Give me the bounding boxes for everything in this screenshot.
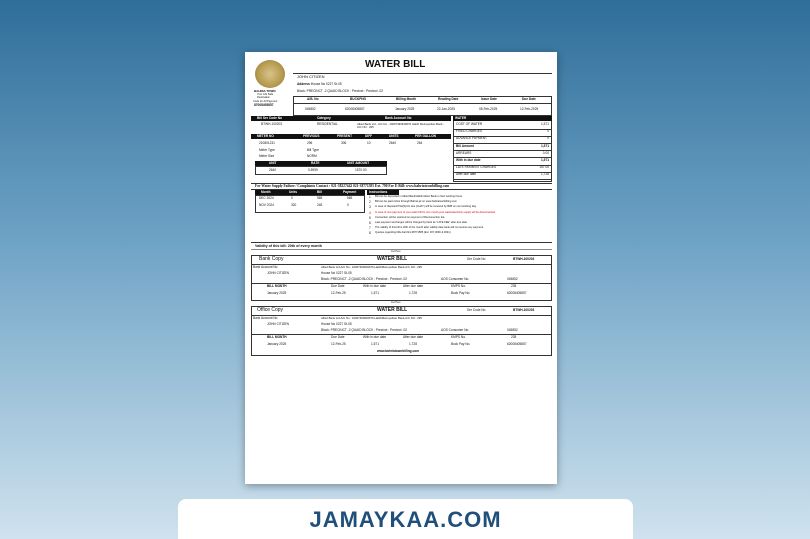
bank-copy-due: 12-Feb-25 bbox=[331, 291, 346, 295]
office-copy-due: 12-Feb-25 bbox=[331, 342, 346, 346]
charge-label-7: LATE PAYMENT CHARGES bbox=[456, 165, 497, 170]
col-issue-date: Issue Date bbox=[481, 97, 497, 101]
meter-size-label: Meter Size bbox=[259, 154, 275, 158]
instruction-number-2: 2 bbox=[369, 200, 371, 205]
unit-value: 2640 bbox=[269, 168, 277, 172]
office-copy-kmps-label: KMPS No. bbox=[451, 335, 466, 339]
meter-size-value: NORM bbox=[307, 154, 317, 158]
bahria-town-logo bbox=[255, 60, 285, 88]
account-col-category: Category bbox=[317, 116, 331, 120]
val-billing-month: January 2025 bbox=[395, 107, 415, 111]
meter-present: 306 bbox=[341, 141, 347, 145]
bank-copy-after-label: After due date bbox=[403, 284, 424, 288]
charge-divider bbox=[453, 179, 552, 180]
office-copy-house: House No 0227 St-05 bbox=[321, 322, 352, 326]
unit-col-rate: RATE bbox=[311, 161, 320, 165]
unit-col-amount: UNIT AMOUNT bbox=[347, 161, 370, 165]
rate-value: 0.5959 bbox=[308, 168, 318, 172]
code-value: 87008405857 bbox=[254, 103, 274, 107]
bank-copy-sercode-label: Ser Code No bbox=[467, 257, 486, 261]
bank-copy-month: January 2025 bbox=[267, 291, 287, 295]
charge-value-1: 1,571 bbox=[541, 122, 549, 126]
account-category: RESIDENTIAL bbox=[317, 122, 338, 126]
col-ab-no: A/B. No bbox=[307, 97, 319, 101]
office-copy-buck-label: Buck Pay No. bbox=[451, 342, 471, 346]
header-info-table bbox=[293, 96, 552, 116]
site-brand-text[interactable]: JAMAYKAA.COM bbox=[309, 507, 502, 532]
history-row-2-bill: 245 bbox=[317, 203, 323, 207]
bank-copy-buck: 62008405857 bbox=[507, 291, 527, 295]
meter-col-diff: DIFF bbox=[365, 134, 373, 138]
history-col-bill: Bill bbox=[317, 190, 322, 194]
history-row-1-units: 0 bbox=[291, 196, 293, 200]
charge-label-5: ARREARS bbox=[456, 150, 472, 155]
bank-copy-due-label: Due Date bbox=[331, 284, 345, 288]
meter-col-pergallon: PER GALLON bbox=[415, 134, 436, 138]
bank-copy-buck-label: Buck Pay No. bbox=[451, 291, 471, 295]
bank-copy-house: House No 0227 St-05 bbox=[321, 271, 352, 275]
office-copy-sercode: BTWH-100203 bbox=[513, 308, 535, 312]
meter-col-no: METER NO bbox=[257, 134, 274, 138]
instruction-text-4: In case of non-payment of your water bill for one month your water/electricity supply will be disconnected. bbox=[375, 210, 496, 214]
bank-copy-account: Allied Bank Ltd-A/C No.: 10007490640676,HabibMetropolitan Bank-A/C NO.: 295 bbox=[321, 265, 422, 269]
logo-text: BAHRIA TOWN bbox=[254, 89, 276, 93]
col-billing-month: Billing Month bbox=[396, 97, 417, 101]
unit-col-unit: UNIT bbox=[269, 161, 277, 165]
instruction-text-5: Connection will be restored on payment of Reconnection fee. bbox=[375, 215, 446, 219]
instruction-number-7: 7 bbox=[369, 226, 371, 231]
water-bill-document bbox=[245, 52, 557, 484]
history-row-2-month: NOV 2024 bbox=[259, 203, 274, 207]
bank-copy-block: Block: PRECINCT -2 QUAID BLOCK : Precinct : Precinct -02 bbox=[321, 277, 408, 281]
account-sercode: BTWH-100203 bbox=[261, 122, 283, 126]
bank-copy-within-label: With in due date bbox=[363, 284, 387, 288]
office-copy-buck: 62008405857 bbox=[507, 342, 527, 346]
meter-diff: 10 bbox=[367, 141, 371, 145]
logo-sub-1: Your Life Safe bbox=[257, 93, 274, 96]
history-row-1-payment: 565 bbox=[347, 196, 353, 200]
instruction-text-2: Bill can be paid online through Bahria.pk on www.bahriatownbilling.com bbox=[375, 200, 457, 204]
instruction-text-7: The validity of this bill is 20th of the month after validity date bank will not receive any payment. bbox=[375, 226, 484, 230]
address-label: Address : bbox=[297, 82, 312, 86]
charge-value-7: 157.00 bbox=[539, 165, 549, 170]
office-copy-within: 1,571 bbox=[371, 342, 379, 346]
meter-no: 210801231 bbox=[259, 141, 275, 145]
office-copy-name: JOHN CITIZEN bbox=[267, 322, 289, 326]
code-label: Code for All Payment bbox=[253, 100, 278, 103]
office-copy-month: January 2025 bbox=[267, 342, 287, 346]
instruction-number-6: 6 bbox=[369, 221, 371, 225]
block-value: Block: PRECINCT -2 QUAID BLOCK : Precinct : Precinct -02 bbox=[297, 89, 384, 93]
instruction-number-3: 3 bbox=[369, 205, 371, 210]
instruction-text-8: Queries regarding bills dial 021-38771585 (Ext: 307,3090 & 3031). bbox=[375, 231, 452, 235]
bank-copy-sercode: BTWH-100203 bbox=[513, 257, 535, 261]
validity-note: Validity of this bill: 20th of every month bbox=[255, 244, 322, 248]
office-copy-kmps: 235 bbox=[511, 335, 517, 339]
history-row-2-units: 320 bbox=[291, 203, 297, 207]
charge-value-5: 0.00 bbox=[542, 150, 549, 155]
charge-label-6: With in due date bbox=[456, 158, 481, 162]
instruction-text-1: Bill can be deposited in Allied Bank/Habib Metro Bank in their working hours. bbox=[375, 195, 463, 198]
charge-label-2: FIXED CHARGES bbox=[456, 129, 483, 134]
bank-copy-within: 1,571 bbox=[371, 291, 379, 295]
history-row-1-bill: 565 bbox=[317, 196, 323, 200]
meter-col-present: PRESENT bbox=[337, 134, 353, 138]
office-copy-sercode-label: Ser Code No bbox=[467, 308, 486, 312]
instruction-number-1: 1 bbox=[369, 195, 371, 199]
history-row-2-payment: 0 bbox=[347, 203, 349, 207]
account-bank: Allied Bank Ltd - A/C No : 10007490640676 Habib Metropolitan Bank : A/C NO : 295 bbox=[357, 122, 445, 130]
instructions-header: Instructions bbox=[367, 190, 399, 195]
unit-amount-value: 1570.00 bbox=[355, 168, 367, 172]
logo-sub-2: Destination bbox=[257, 96, 270, 99]
meter-units: 2640 bbox=[389, 141, 397, 145]
cut-here-1: Cut Here bbox=[391, 250, 401, 253]
charge-value-2: 0 bbox=[547, 129, 549, 134]
meter-col-previous: PREVIOUS bbox=[303, 134, 320, 138]
val-issue-date: 05-Feb-2025 bbox=[479, 107, 498, 111]
bank-copy-title: WATER BILL bbox=[377, 256, 408, 262]
bank-copy-name: JOHN CITIZEN bbox=[267, 271, 289, 275]
charge-label-1: COST OF WATER bbox=[456, 122, 483, 126]
office-copy-after-label: After due date bbox=[403, 335, 424, 339]
instruction-number-5: 5 bbox=[369, 215, 371, 220]
instruction-number-8: 8 bbox=[369, 231, 371, 236]
col-reading-date: Reading Date bbox=[438, 97, 459, 101]
val-buckpno: 62008405857 bbox=[345, 107, 365, 111]
bank-copy-kmps-label: KMPS No. bbox=[451, 284, 466, 288]
address-value: House No 0227 St-05 bbox=[311, 82, 342, 86]
meter-type-label: Meter Type bbox=[259, 148, 275, 152]
charge-value-4: 1,571 bbox=[541, 143, 549, 148]
instruction-number-4: 4 bbox=[369, 210, 371, 215]
bill-title: WATER BILL bbox=[365, 59, 426, 70]
bank-copy-ab-label: AOS Consumer No. bbox=[441, 277, 470, 281]
site-banner bbox=[178, 499, 633, 539]
history-col-payment: Payment bbox=[343, 190, 357, 194]
col-due-date: Due Date bbox=[522, 97, 536, 101]
complaint-contact: For Water Supply Failure / Complaints Contact : 021-38227442 021-38771585 Ext. 790 For E-Bill: www.bahriatownbilling.com bbox=[255, 184, 450, 188]
meter-col-units: UNITS bbox=[389, 134, 399, 138]
val-ab-no: 045852 bbox=[305, 107, 316, 111]
office-copy-account: Allied Bank Ltd-A/C No.: 10007490640676,HabibMetropolitan Bank-A/C NO.: 295 bbox=[321, 316, 422, 320]
bank-copy-kmps: 235 bbox=[511, 284, 517, 288]
charge-value-3: 0 bbox=[547, 136, 549, 141]
charge-value-6: 1,571 bbox=[541, 158, 549, 162]
charge-value-8: 1,728 bbox=[541, 172, 549, 177]
office-copy-block: Block: PRECINCT -2 QUAID BLOCK : Precinct : Precinct -02 bbox=[321, 328, 408, 332]
bank-copy-month-label: BILL MONTH bbox=[267, 284, 287, 288]
office-copy-due-label: Due Date bbox=[331, 335, 345, 339]
instruction-text-6: Late payment surcharges will be charged by bank as "LATE FEE" after due date. bbox=[375, 221, 468, 224]
charge-label-4: Bill Amount bbox=[456, 143, 474, 148]
meter-type-value: Bill Type bbox=[307, 148, 319, 152]
office-copy-website: www.bahriatownbilling.com bbox=[377, 349, 420, 353]
col-buckpno: BUCKPNO bbox=[350, 97, 367, 101]
customer-name: JOHN CITIZEN bbox=[297, 74, 325, 79]
charges-header: WATER bbox=[453, 116, 552, 121]
history-col-month: Month bbox=[261, 190, 271, 194]
office-copy-title: WATER BILL bbox=[377, 307, 408, 313]
val-reading-date: 22-Jan-2025 bbox=[437, 107, 455, 111]
office-copy-month-label: BILL MONTH bbox=[267, 335, 287, 339]
account-col-bank: Bank Account No bbox=[385, 116, 412, 120]
office-copy-within-label: With in due date bbox=[363, 335, 387, 339]
history-col-units: Units bbox=[289, 190, 297, 194]
office-copy-account-label: Bank Account No bbox=[253, 316, 278, 320]
bank-copy-account-label: Bank Account No bbox=[253, 265, 278, 269]
office-copy-ab-label: AOS Consumer No. bbox=[441, 328, 470, 332]
office-copy-after: 1,728 bbox=[409, 342, 417, 346]
history-row-1-month: DEC 2024 bbox=[259, 196, 274, 200]
bank-copy-after: 1,728 bbox=[409, 291, 417, 295]
charge-label-8: After due date bbox=[456, 172, 477, 177]
meter-previous: 296 bbox=[307, 141, 313, 145]
charge-label-3: ADVANCE PAYMENT bbox=[456, 136, 487, 141]
bank-copy-label: Bank Copy bbox=[259, 256, 284, 262]
meter-pergallon: 264 bbox=[417, 141, 423, 145]
instruction-text-3: In case of disputed PSA(S)/Un due (CHAY) will be received by B2B on next working day. bbox=[375, 205, 477, 209]
val-due-date: 12-Feb-2025 bbox=[520, 107, 539, 111]
office-copy-ab: 045852 bbox=[507, 328, 518, 332]
cut-here-2: Cut Here bbox=[391, 301, 401, 304]
office-copy-label: Office Copy bbox=[257, 307, 284, 313]
account-col-sercode: Bill Ser Code No bbox=[257, 116, 282, 120]
bank-copy-ab: 045852 bbox=[507, 277, 518, 281]
